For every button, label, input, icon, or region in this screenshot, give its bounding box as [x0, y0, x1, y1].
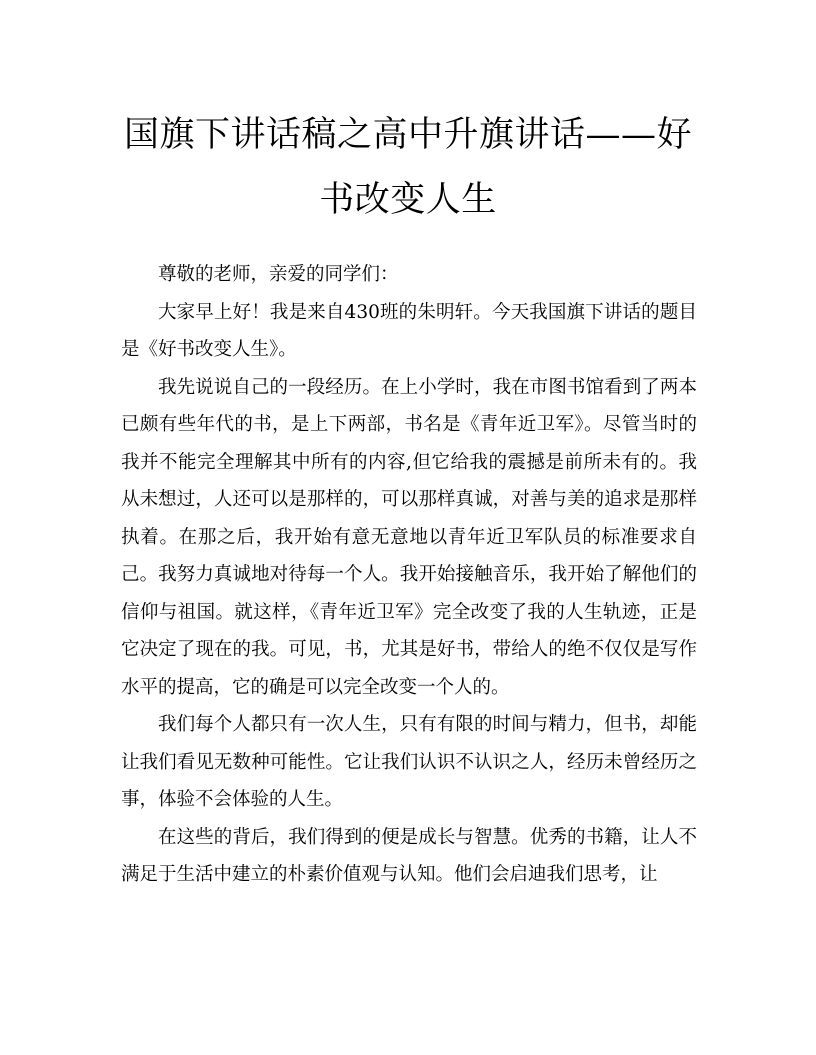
paragraph-growth: 在这些的背后，我们得到的便是成长与智慧。优秀的书籍，让人不满足于生活中建立的朴素价值观与认知。他们会启迪我们思考，让 [121, 826, 697, 885]
paragraph-experience: 我先说说自己的一段经历。在上小学时，我在市图书馆看到了两本已颇有些年代的书，是上下两部，书名是《青年近卫军》。尽管当时的我并不能完全理解其中所有的内容,但它给我的震撼是前所未有的。我从未想过，人还可以是那样的，可以那样真诚，对善与美的追求是那样执着。在那之后，我开始有意无意地以青年近卫军队员的标准要求自己。我努力真诚地对待每一个人。我开始接触音乐，我开始了解他们的信仰与祖国。就这样，《青年近卫军》完全改变了我的人生轨迹，正是它决定了现在的我。可见，书，尤其是好书，带给人的绝不仅仅是写作水平的提高，它的确是可以完全改变一个人的。 [121, 376, 697, 698]
document-body [121, 256, 697, 894]
paragraph-greeting: 大家早上好！我是来自430班的朱明轩。今天我国旗下讲话的题目是《好书改变人生》。 [121, 301, 697, 360]
paragraph-possibilities: 我们每个人都只有一次人生，只有有限的时间与精力，但书，却能让我们看见无数种可能性。它让我们认识不认识之人，经历未曾经历之事，体验不会体验的人生。 [121, 714, 697, 810]
document-title: 国旗下讲话稿之高中升旗讲话——好书改变人生 [123, 115, 692, 220]
paragraph-salutation: 尊敬的老师，亲爱的同学们： [158, 264, 399, 285]
